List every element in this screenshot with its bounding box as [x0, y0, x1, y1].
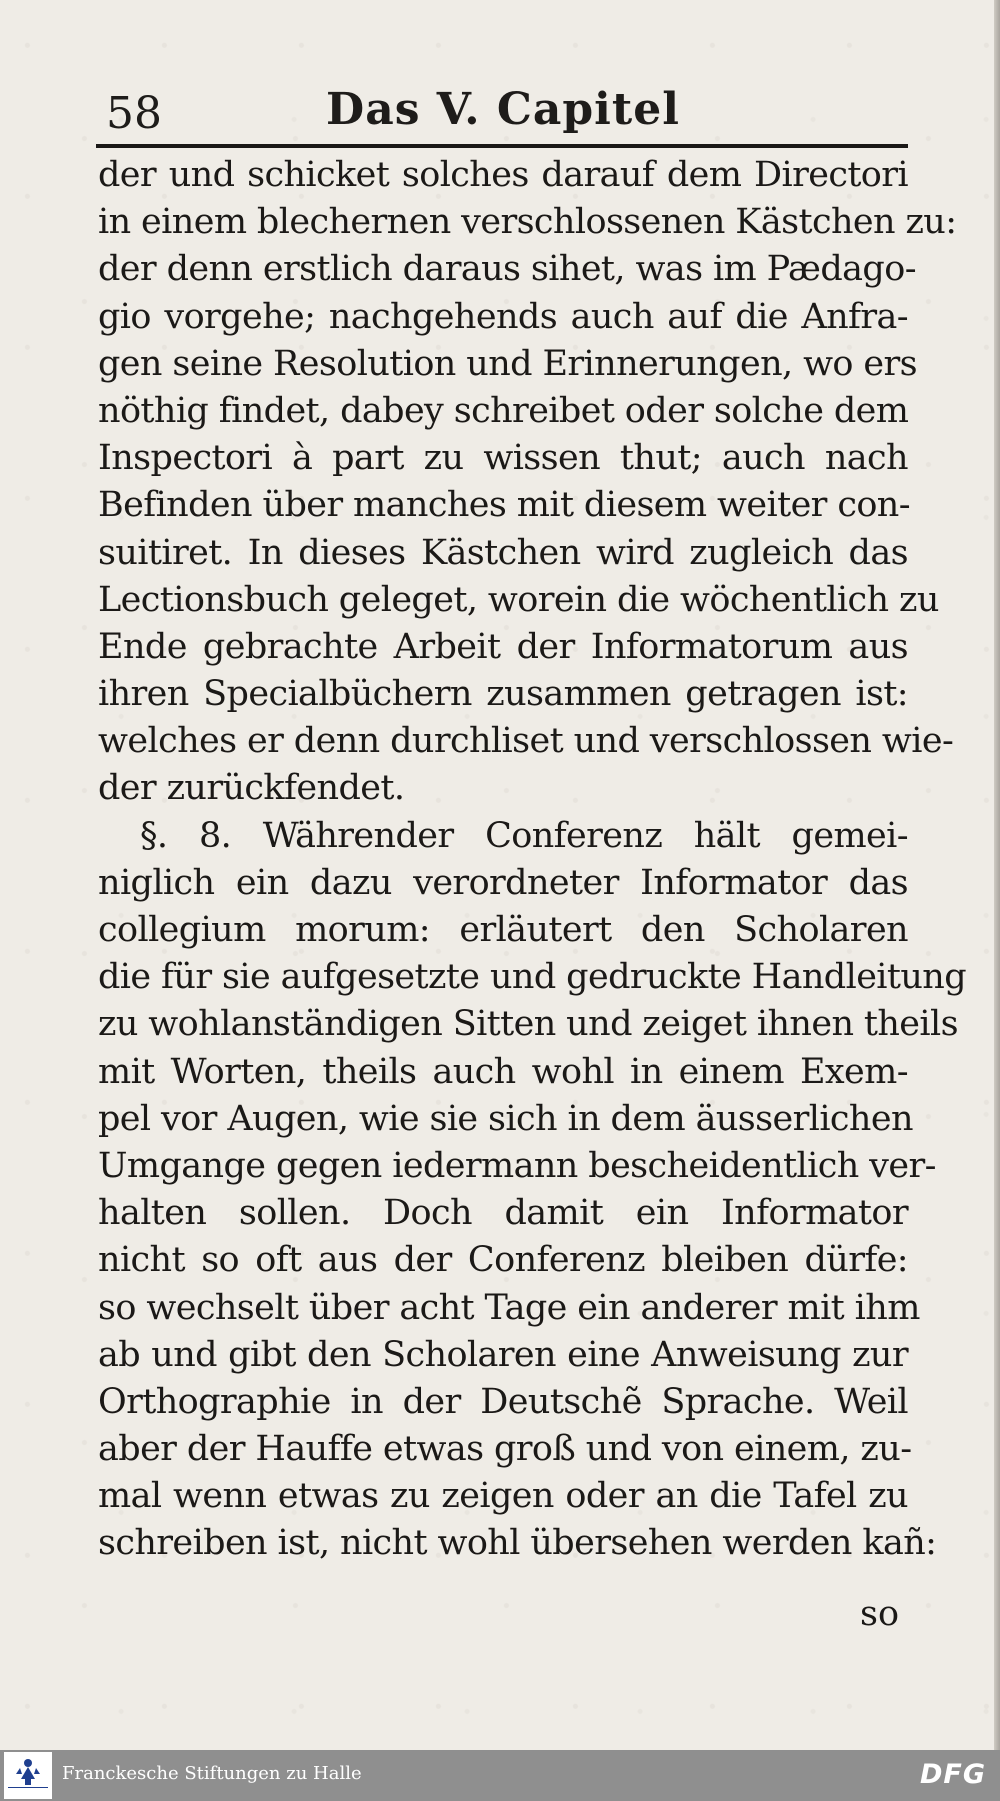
section-8-start-line: §. 8. Währender Conferenz hält gemei- [140, 815, 908, 856]
catchword: so [860, 1594, 900, 1634]
text-line: Inspectori à part zu wissen thut; auch nach [98, 438, 908, 479]
dfg-logo: DFG [919, 1759, 986, 1790]
running-head: Das V. Capitel [326, 84, 680, 135]
text-line: Befinden über manches mit diesem weiter con- [98, 485, 910, 526]
text-line: nicht so oft aus der Conferenz bleiben dürfe: [98, 1240, 908, 1281]
text-line: gio vorgehe; nachgehends auch auf die Anfra- [98, 296, 908, 337]
text-line: gen seine Resolution und Erinnerungen, wo ers [98, 343, 918, 384]
text-line: welches er denn durchliset und verschlossen wie- [98, 721, 954, 762]
header-rule [96, 144, 908, 148]
text-line: Ende gebrachte Arbeit der Informatorum aus [98, 626, 908, 667]
text-line: Umgange gegen iedermann bescheidentlich ver- [98, 1145, 936, 1186]
text-line: nöthig findet, dabey schreibet oder solche dem [98, 390, 909, 431]
text-line: die für sie aufgesetzte und gedruckte Handleitung [98, 957, 967, 998]
text-line: mit Worten, theils auch wohl in einem Exem- [98, 1051, 908, 1092]
text-line: collegium morum: erläutert den Scholaren [98, 910, 908, 950]
text-line: mal wenn etwas zu zeigen oder an die Tafel zu [98, 1476, 908, 1517]
page-number: 58 [106, 88, 162, 139]
text-line: ihren Specialbüchern zusammen getragen ist: [98, 674, 908, 715]
text-line: pel vor Augen, wie sie sich in dem äusserlichen [98, 1098, 913, 1139]
page-edge [994, 0, 1000, 1750]
page-header [98, 78, 908, 142]
text-line: Orthographie in der Deutschẽ Sprache. Weil [98, 1381, 908, 1422]
text-line: so wechselt über acht Tage ein anderer mit ihm [98, 1287, 920, 1328]
text-line: der und schicket solches darauf dem Directori [98, 155, 908, 195]
text-line: niglich ein dazu verordneter Informator das [98, 862, 908, 903]
text-line: der denn erstlich daraus sihet, was im Pædago- [98, 249, 916, 290]
text-line: zu wohlanständigen Sitten und zeiget ihnen theils [98, 1004, 958, 1045]
text-line: schreiben ist, nicht wohl übersehen werden kañ: [98, 1523, 937, 1564]
text-line: ab und gibt den Scholaren eine Anweisung zur [98, 1334, 908, 1375]
logo-graphic [4, 1752, 52, 1799]
text-line: aber der Hauffe etwas groß und von einem, zu- [98, 1429, 912, 1470]
text-line: halten sollen. Doch damit ein Informator [98, 1193, 908, 1234]
paragraph-end-line: der zurückfendet. [98, 768, 405, 809]
text-line: Lectionsbuch geleget, worein die wöchentlich zu [98, 579, 939, 620]
franckesche-stiftungen-logo-icon[interactable] [4, 1752, 52, 1799]
body-text [98, 152, 967, 1568]
footer-bar [0, 1750, 1000, 1801]
text-line: suitiret. In dieses Kästchen wird zugleich das [98, 532, 908, 573]
institution-name: Franckesche Stiftungen zu Halle [62, 1763, 362, 1784]
text-line: in einem blechernen verschlossenen Kästchen zu: [98, 202, 957, 243]
